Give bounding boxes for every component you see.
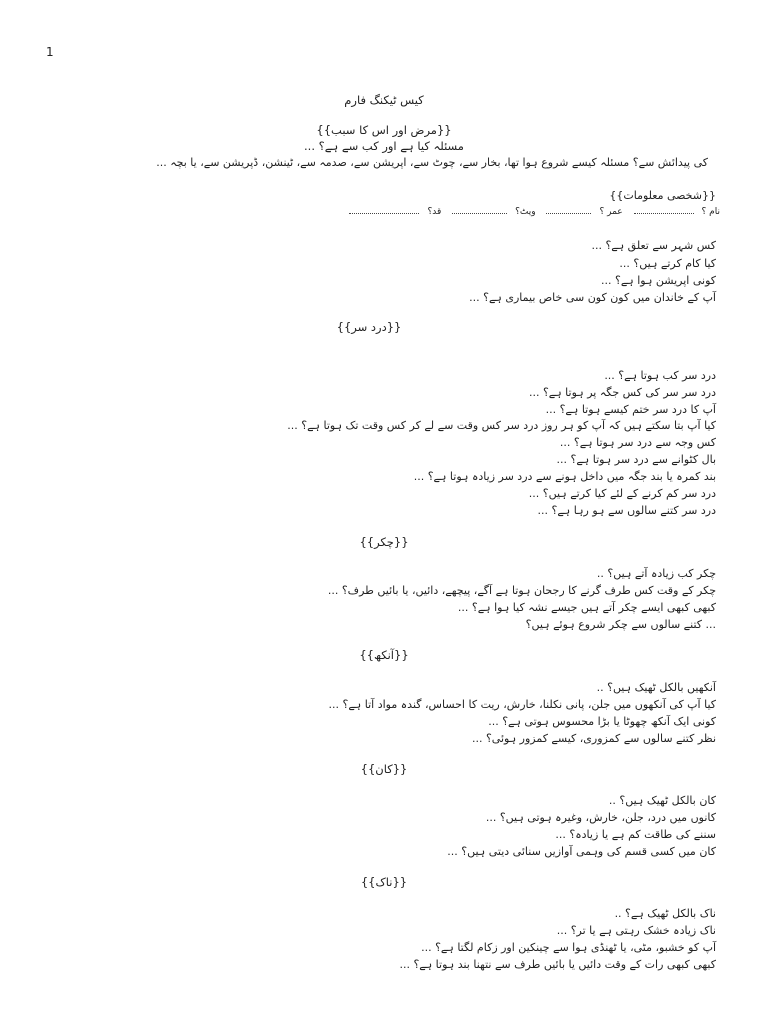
- headache-heading: {{درد سر}}: [336, 320, 402, 334]
- disease-line: مسئلہ کیا ہے اور کب سے ہے؟ ...: [304, 139, 464, 153]
- dizziness-line: کبھی کبھی ایسے چکر آتے ہیں جیسے نشہ کیا ہوا ہے؟ ...: [457, 601, 716, 614]
- eyes-line: آنکھیں بالکل ٹھیک ہیں؟ ..: [596, 681, 716, 694]
- nose-line: آپ کو خشبو، مٹی، یا ٹھنڈی ہوا سے چینکین اور زکام لگتا ہے؟ ...: [421, 941, 716, 954]
- personal-line: آپ کے خاندان میں کون کون سی خاص بیماری ہے؟ ...: [469, 291, 716, 304]
- dizziness-line: ... کتنے سالوں سے چکر شروع ہوئے ہیں؟: [525, 618, 716, 631]
- headache-line: کیا آپ بتا سکتے ہیں کہ آپ کو ہر روز درد سر کس وقت سے لے کر کس وقت تک ہوتا ہے؟ ...: [287, 419, 716, 432]
- eyes-heading: {{آنکھ}}: [359, 648, 409, 662]
- nose-line: کبھی کبھی رات کے وقت دائیں یا بائیں طرف سے نتھنا بند ہوتا ہے؟ ...: [399, 958, 716, 971]
- age-field-blank[interactable]: [546, 205, 591, 214]
- ear-heading: {{کان}}: [360, 762, 408, 776]
- nose-heading: {{ناک}}: [360, 875, 408, 889]
- page-number: 1: [46, 45, 54, 59]
- form-title: کیس ٹیکنگ فارم: [344, 93, 424, 107]
- ear-line: کانوں میں درد، جلن، خارش، وغیرہ ہوتی ہیں؟ ...: [485, 811, 716, 824]
- personal-line: کیا کام کرتے ہیں؟ ...: [619, 257, 716, 270]
- nose-line: ناک زیادہ خشک رہتی ہے یا تر؟ ...: [556, 924, 716, 937]
- personal-fields-row: [341, 205, 720, 217]
- dizziness-heading: {{چکر}}: [359, 535, 409, 549]
- dizziness-line: چکر کے وقت کس طرف گرنے کا رجحان ہوتا ہے آگے، پیچھے، دائیں، یا بائیں طرف؟ ...: [327, 584, 716, 597]
- ear-line: کان بالکل ٹھیک ہیں؟ ..: [608, 794, 716, 807]
- disease-line: کی پیدائش سے؟ مسئلہ کیسے شروع ہوا تھا، بخار سے، چوٹ سے، اپریشن سے، صدمہ سے، ٹینشن، ڈپریشن سے، یا بچہ ...: [156, 156, 708, 169]
- headache-line: کس وجہ سے درد سر ہوتا ہے؟ ...: [559, 436, 716, 449]
- eyes-line: نظر کتنے سالوں سے کمزوری، کیسے کمزور ہوئی؟ ...: [471, 732, 716, 745]
- headache-line: بند کمرہ یا بند جگہ میں داخل ہونے سے درد سر زیادہ ہوتا ہے؟ ...: [413, 470, 716, 483]
- personal-line: کس شہر سے تعلق ہے؟ ...: [591, 239, 716, 252]
- ear-line: سننے کی طاقت کم ہے یا زیادہ؟ ...: [555, 828, 716, 841]
- headache-line: درد سر کب ہوتا ہے؟ ...: [604, 369, 716, 382]
- eyes-line: کونی ایک آنکھ چھوٹا یا بڑا محسوس ہوتی ہے؟ ...: [488, 715, 716, 728]
- personal-heading: {{شخصی معلومات}}: [609, 189, 716, 202]
- weight-field-label: ویٹ؟: [515, 207, 536, 217]
- headache-line: درد سر کم کرنے کے لئے کیا کرتے ہیں؟ ...: [528, 487, 716, 500]
- age-field-label: عمر ؟: [599, 207, 623, 217]
- height-field-label: قد؟: [427, 207, 442, 217]
- headache-line: بال کٹوانے سے درد سر ہوتا ہے؟ ...: [556, 453, 716, 466]
- headache-line: درد سر سر کی کس جگہ پر ہوتا ہے؟ ...: [528, 386, 716, 399]
- weight-field-blank[interactable]: [452, 205, 507, 214]
- height-field-blank[interactable]: [349, 205, 419, 214]
- dizziness-line: چکر کب زیادہ آتے ہیں؟ ..: [596, 567, 716, 580]
- disease-heading: {{مرض اور اس کا سبب}}: [316, 123, 452, 137]
- nose-line: ناک بالکل ٹھیک ہے؟ ..: [614, 907, 716, 920]
- headache-line: درد سر کتنے سالوں سے ہو رہا ہے؟ ...: [537, 504, 716, 517]
- ear-line: کان میں کسی قسم کی وہمی آوازیں سنائی دیتی ہیں؟ ...: [447, 845, 716, 858]
- eyes-line: کیا آپ کی آنکھوں میں جلن، پانی نکلنا، خارش، ریت کا احساس، گندہ مواد آتا ہے؟ ...: [328, 698, 716, 711]
- name-field-blank[interactable]: [634, 205, 694, 214]
- personal-line: کونی اپریشن ہوا ہے؟ ...: [601, 274, 716, 287]
- name-field-label: نام ؟: [701, 207, 720, 217]
- headache-line: آپ کا درد سر ختم کیسے ہوتا ہے؟ ...: [545, 403, 716, 416]
